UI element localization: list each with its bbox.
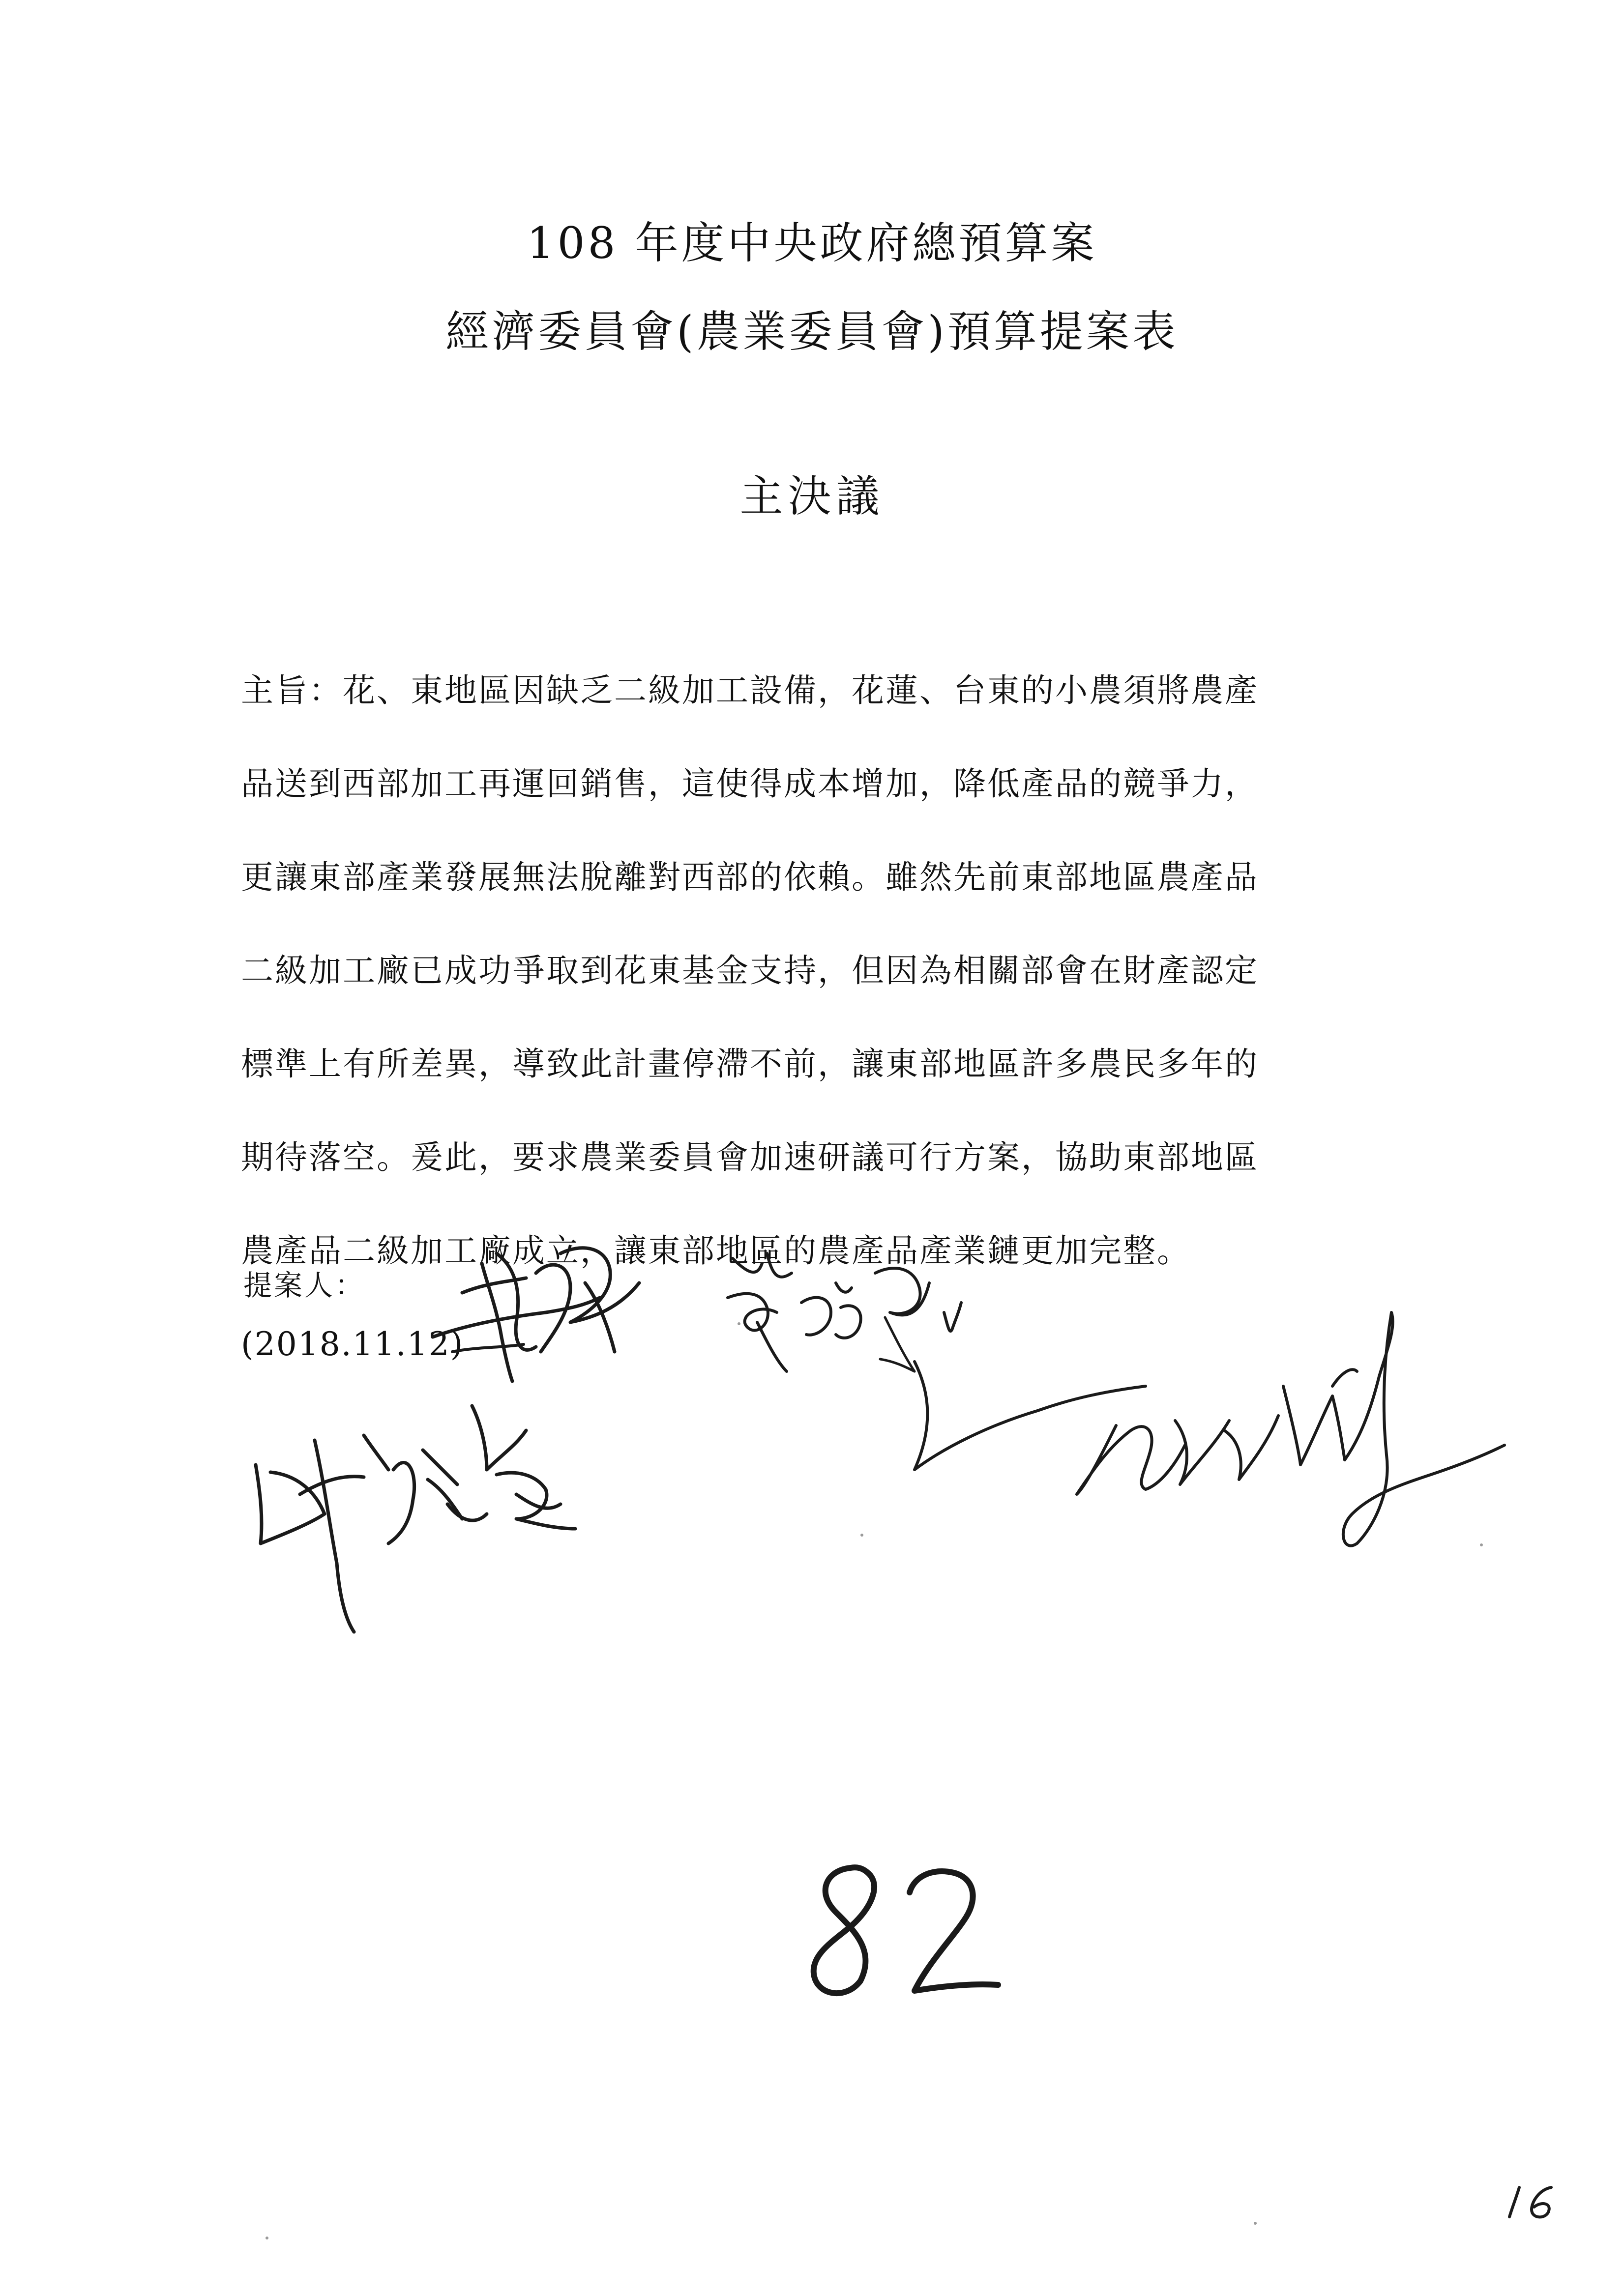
body-line: 標準上有所差異，導致此計畫停滯不前，讓東部地區許多農民多年的 (241, 1045, 1259, 1083)
document-title-line-1: 108 年度中央政府總預算案 (527, 218, 1097, 268)
scan-speck (1254, 2222, 1257, 2225)
signature-1-icon (423, 1224, 649, 1386)
document-title-line-2: 經濟委員會(農業委員會)預算提案表 (445, 306, 1179, 357)
body-line: 期待落空。爰此，要求農業委員會加速研議可行方案，協助東部地區 (241, 1138, 1259, 1176)
scan-speck (1480, 1543, 1483, 1546)
scan-speck (738, 1322, 740, 1325)
signature-4-icon (241, 1376, 595, 1652)
proposer-label: 提案人： (243, 1269, 366, 1302)
scan-speck (266, 2237, 268, 2239)
body-line: 主旨：花、東地區因缺乏二級加工設備，花蓮、台東的小農須將農產 (241, 671, 1259, 709)
proposal-date: (2018.11.12) (241, 1325, 464, 1363)
body-line: 更讓東部產業發展無法脫離對西部的依賴。雖然先前東部地區農產品 (241, 858, 1259, 896)
signature-3-icon (900, 1298, 1509, 1573)
handwritten-number-82-icon (797, 1858, 1003, 2007)
page-number-16-icon (1505, 2182, 1564, 2224)
scan-speck (860, 1534, 863, 1537)
body-line: 二級加工廠已成功爭取到花東基金支持，但因為相關部會在財產認定 (241, 952, 1259, 989)
resolution-heading: 主決議 (739, 471, 885, 522)
body-line: 農產品二級加工廠成立，讓東部地區的農產品產業鏈更加完整。 (241, 1232, 1191, 1270)
body-line: 品送到西部加工再運回銷售，這使得成本增加，降低產品的競爭力， (241, 765, 1259, 803)
